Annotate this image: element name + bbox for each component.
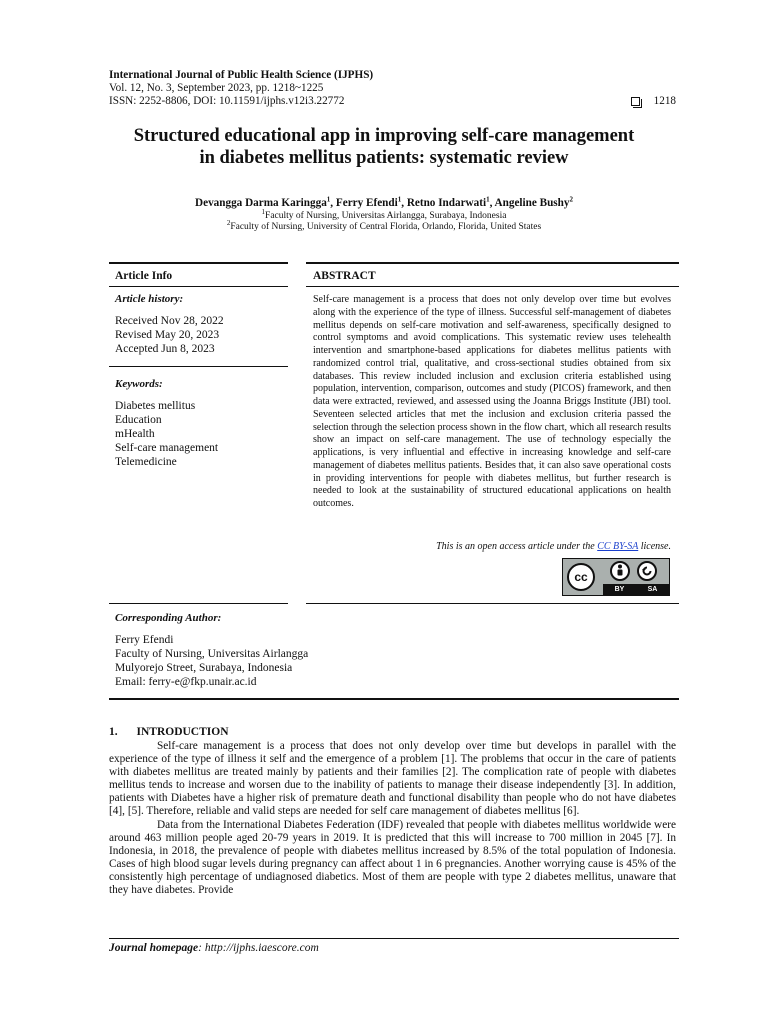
authors (60, 197, 708, 209)
journal-issn-doi: ISSN: 2252-8806, DOI: 10.11591/ijphs.v12i3.22772 (109, 95, 345, 107)
keywords-bottom-rule (109, 603, 288, 604)
author-affiliation-mark: 2 (569, 195, 573, 204)
journal-homepage-label: Journal homepage (109, 942, 199, 954)
author-name: Angeline Bushy (494, 197, 570, 209)
abstract-divider (306, 286, 679, 287)
affiliation-1 (60, 207, 708, 221)
author-affiliation-mark: 1 (486, 195, 490, 204)
corresponding-name: Ferry Efendi (115, 634, 174, 646)
keyword-item: mHealth (115, 428, 155, 440)
author-name: Ferry Efendi (335, 197, 398, 209)
open-access-prefix: This is an open access article under the (436, 541, 598, 552)
article-history-label: Article history: (115, 293, 184, 305)
journal-volume: Vol. 12, No. 3, September 2023, pp. 1218~1225 (109, 82, 324, 94)
author-name: Retno Indarwati (406, 197, 487, 209)
accepted-date: Accepted Jun 8, 2023 (115, 343, 215, 355)
attribution-person-icon (610, 561, 630, 581)
corresponding-street: Mulyorejo Street, Surabaya, Indonesia (115, 662, 293, 674)
section-number: 1. (109, 726, 118, 738)
revised-date: Revised May 20, 2023 (115, 329, 220, 341)
section-heading-introduction (109, 726, 229, 738)
journal-homepage (109, 942, 319, 954)
article-info-top-rule (109, 262, 288, 264)
keywords-list (115, 399, 218, 469)
title-line-1: Structured educational app in improving self-care management (133, 126, 635, 146)
license-link[interactable]: CC BY-SA (597, 541, 639, 552)
article-history (115, 314, 224, 356)
journal-name: International Journal of Public Health Science (IJPHS) (109, 69, 374, 81)
introduction-body (109, 740, 676, 897)
author-affiliation-mark: 1 (397, 195, 402, 204)
cc-by-sa-badge[interactable] (562, 558, 670, 596)
page-number-block (631, 95, 676, 107)
abstract-heading: ABSTRACT (313, 270, 376, 282)
title-line-2: in diabetes mellitus patients: systematic review (199, 148, 569, 168)
abstract-text: Self-care management is a process that does not only develop over time but evolves along with the experience of the type of illness. Successful self-management of diabetes mellitus depends on self-care motivation and self-awareness, specifically designed to control symptoms and avoid complications. This systematic review uses telehealth intervention and smartphone-based applications for diabetes mellitus patients with randomized control trial, qualitative, and cross-sectional studies obtained from six databases. This review included inclusion and exclusion criteria established using population, intervention, comparison, outcomes and study (PICOS) framework, and then data were extracted, reviewed, and assessed using the Joanna Briggs Institute (JBI) tool. Seventeen selected articles that met the inclusion and exclusion criteria passed the selection through the selection process shown in the flow chart, which all research results show an impact on self-care management. The use of technology especially the applications, is very influential and effective in increasing knowledge and self-care management of diabetes mellitus patients. Besides that, it can also save operational costs in providing interventions for people with diabetes mellitus, but further research is needed to look at the sustainability of structured educational applications on health outcomes. (313, 294, 671, 509)
affiliation-2 (60, 218, 708, 232)
corresponding-author-details (115, 633, 308, 689)
page-number: 1218 (653, 95, 676, 107)
front-matter-bottom-rule (109, 698, 679, 700)
author-separator: , (401, 197, 407, 209)
cc-logo-text: cc (574, 570, 588, 584)
article-info-heading: Article Info (115, 270, 173, 282)
abstract-top-rule (306, 262, 679, 264)
badge-label-bar (603, 584, 669, 595)
corresponding-author-label: Corresponding Author: (115, 612, 222, 624)
open-access-statement (436, 541, 671, 552)
author-separator: , (489, 197, 495, 209)
page-square-icon (631, 97, 640, 106)
keyword-item: Self-care management (115, 442, 219, 454)
open-access-suffix: license. (638, 541, 671, 552)
footer-rule (109, 938, 679, 939)
received-date: Received Nov 28, 2022 (115, 315, 224, 327)
author-separator: , (330, 197, 336, 209)
corresponding-faculty: Faculty of Nursing, Universitas Airlangga (115, 648, 309, 660)
keyword-item: Telemedicine (115, 456, 177, 468)
section-title: INTRODUCTION (136, 726, 229, 738)
author-affiliation-mark: 1 (326, 195, 331, 204)
affiliation-number: 1 (261, 207, 266, 216)
keywords-label: Keywords: (115, 378, 163, 390)
affiliation-number: 2 (226, 218, 231, 227)
keyword-item: Education (115, 414, 162, 426)
intro-paragraph-1: Self-care management is a process that does not only develop over time but develops in parallel with the experience of the type of illness it self and the emergence of a problem [1]. The problems that occur in the care of patients with diabetes mellitus are treated mainly by patients and their families [2]. The complication rate of people with diabetes mellitus tends to increase and worsen due to the inability of patients to manage their disease independently [3]. In addition, patients with Diabetes have a higher risk of premature death and functional disability than people who do not have diabetes [4], [5]. Therefore, reliable and valid steps are needed for self care management of diabetes mellitus [6]. (109, 740, 676, 818)
corresponding-email: Email: ferry-e@fkp.unair.ac.id (115, 676, 257, 688)
keyword-item: Diabetes mellitus (115, 400, 196, 412)
author-name: Devangga Darma Karingga (195, 197, 327, 209)
journal-homepage-url[interactable]: : http://ijphs.iaescore.com (198, 942, 319, 954)
affiliation-text: Faculty of Nursing, University of Central Florida, Orlando, Florida, United States (230, 222, 542, 232)
abstract-bottom-rule (306, 603, 679, 604)
affiliation-text: Faculty of Nursing, Universitas Airlangga, Surabaya, Indonesia (265, 211, 507, 221)
article-info-divider (109, 286, 288, 287)
badge-by-label: BY (614, 586, 625, 593)
intro-paragraph-2: Data from the International Diabetes Federation (IDF) revealed that people with diabetes mellitus worldwide were around 463 million people aged 20-79 years in 2019. It is predicted that this will increase to 700 million in 2045 [7]. In Indonesia, in 2018, the prevalence of people with diabetes mellitus increased by 8.5% of the total population of Indonesia. Cases of high blood sugar levels during pregnancy can affect about 1 in 6 pregnancies. Another worrying cause is 45% of the consistently high percentage of undiagnosed diabetics. Most of them are people with type 2 diabetes mellitus, unaware that they have diabetes. Provide (109, 818, 676, 897)
badge-sa-label: SA (647, 586, 658, 593)
history-divider (109, 366, 288, 367)
share-alike-icon (637, 561, 657, 581)
paper-title (60, 125, 708, 169)
cc-logo-icon (567, 563, 595, 591)
